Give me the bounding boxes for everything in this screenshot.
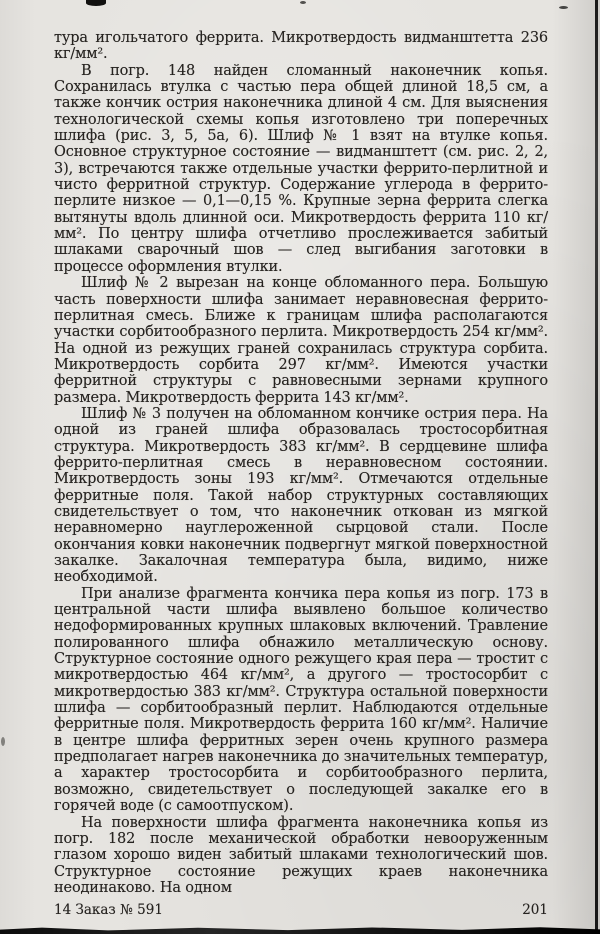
paragraph-continuation: тура игольчатого феррита. Микротвердость видманштетта 236 кг/мм².	[54, 30, 548, 63]
paragraph: При анализе фрагмента кончика пера копья из погр. 173 в центральной части шлифа выявлено большое количество недоформированных крупных шлаковых включений. Травление полированного шлифа обнажило металлическую основу. Структурное состояние одного режущего края пера — тростит с микротвердостью 464 кг/мм², а другого — тростосорбит с микротвердостью 383 кг/мм². Структура остальной поверхности шлифа — сорбитообразный перлит. Наблюдаются отдельные ферритные поля. Микротвердость феррита 160 кг/мм². Наличие в центре шлифа ферритных зерен очень крупного размера предполагает нагрев наконечника до значительных температур, а характер тростосорбита и сорбитообразного перлита, возможно, свидетельствует о последующей закалке его в горячей воде (с самоотпуском).	[54, 585, 548, 815]
scan-artifact-speck	[559, 6, 568, 9]
scan-artifact-right-edge	[595, 0, 598, 934]
scan-artifact-bottom-edge	[0, 926, 600, 934]
printer-order-note: 14 Заказ № 591	[54, 902, 163, 918]
paragraph: Шлиф № 2 вырезан на конце обломанного пера. Большую часть поверхности шлифа занимает неравновесная феррито-перлитная смесь. Ближе к границам шлифа располагаются участки сорбитообразного перлита. Микротвердость 254 кг/мм². На одной из режущих граней сохранилась структура сорбита. Микротвердость сорбита 297 кг/мм². Имеются участки ферритной структуры с равновесными зернами крупного размера. Микротвердость феррита 143 кг/мм².	[54, 275, 548, 406]
scan-artifact-speck	[300, 1, 306, 4]
page-footer	[54, 902, 548, 918]
paragraph: На поверхности шлифа фрагмента наконечника копья из погр. 182 после механической обработки невооруженным глазом хорошо виден забитый шлаками технологический шов. Структурное состояние режущих краев наконечника неодинаково. На одном	[54, 814, 548, 896]
scan-artifact-speck	[1, 737, 5, 746]
page-number: 201	[522, 902, 548, 918]
page-text-block	[54, 30, 548, 896]
scan-artifact-speck	[86, 0, 106, 6]
paragraph: В погр. 148 найден сломанный наконечник копья. Сохранилась втулка с частью пера общей длиной 18,5 см, а также кончик острия наконечника длиной 4 см. Для выяснения технологической схемы копья изготовлено три поперечных шлифа (рис. 3, 5, 5а, 6). Шлиф № 1 взят на втулке копья. Основное структурное состояние — видманштетт (см. рис. 2, 2, 3), встречаются также отдельные участки феррито-перлитной и чисто ферритной структур. Содержание углерода в феррито-перлите низкое — 0,1—0,15 %. Крупные зерна феррита слегка вытянуты вдоль длинной оси. Микротвердость феррита 110 кг/мм². По центру шлифа отчетливо прослеживается забитый шлаками сварочный шов — след выгибания заготовки в процессе оформления втулки.	[54, 62, 548, 275]
paragraph: Шлиф № 3 получен на обломанном кончике острия пера. На одной из граней шлифа образовалась тростосорбитная структура. Микротвердость 383 кг/мм². В сердцевине шлифа феррито-перлитная смесь в неравновесном состоянии. Микротвердость зоны 193 кг/мм². Отмечаются отдельные ферритные поля. Такой набор структурных составляющих свидетельствует о том, что наконечник откован из мягкой неравномерно науглероженной сырцовой стали. После окончания ковки наконечник подвергнут мягкой поверхностной закалке. Закалочная температура была, видимо, ниже необходимой.	[54, 405, 548, 586]
